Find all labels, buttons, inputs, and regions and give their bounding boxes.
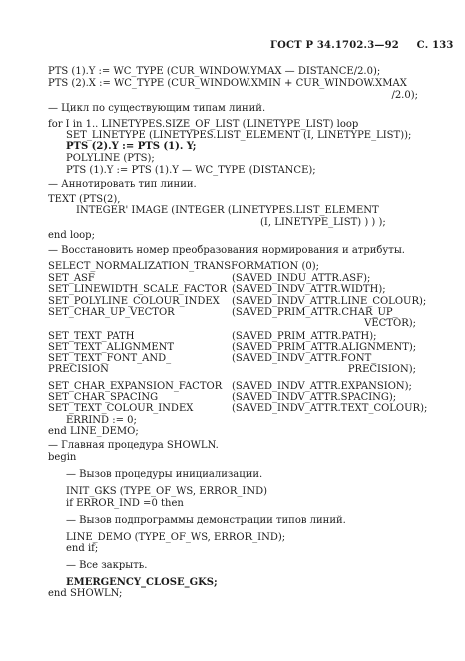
code-line: SET_TEXT_PATH bbox=[48, 331, 135, 342]
code-line: if ERROR_IND =0 then bbox=[66, 498, 184, 509]
comment-line: — Аннотировать тип линии. bbox=[48, 179, 197, 190]
code-line: (SAVED_INDU_ATTR.ASF); bbox=[232, 273, 371, 284]
code-line: (SAVED_PRIM_ATTR.ALIGNMENT); bbox=[232, 342, 417, 353]
code-line: SET_CHAR_EXPANSION_FACTOR bbox=[48, 381, 223, 392]
code-line: SET_TEXT_COLOUR_INDEX bbox=[48, 403, 194, 414]
code-line: SET_ASF bbox=[48, 273, 95, 284]
code-line: LINE_DEMO (TYPE_OF_WS, ERROR_IND); bbox=[66, 532, 286, 543]
code-line: POLYLINE (PTS); bbox=[66, 153, 155, 164]
code-line: TEXT (PTS(2), bbox=[48, 194, 121, 205]
page-header bbox=[270, 40, 454, 52]
code-line: SET_CHAR_UP_VECTOR bbox=[48, 307, 175, 318]
comment-line: — Вызов подпрограммы демонстрации типов линий. bbox=[66, 515, 346, 526]
code-line: PTS (1).Y := WC_TYPE (CUR_WINDOW.YMAX — DISTANCE/2.0); bbox=[48, 66, 381, 77]
code-line: (I, LINETYPE_LIST) ) ) ); bbox=[260, 217, 386, 228]
code-line: SET_LINETYPE (LINETYPES.LIST_ELEMENT (I, LINETYPE_LIST)); bbox=[66, 130, 412, 141]
code-line: for I in 1.. LINETYPES.SIZE_OF_LIST (LINETYPE_LIST) loop bbox=[48, 119, 359, 130]
code-line: (SAVED_INDV_ATTR.LINE_COLOUR); bbox=[232, 296, 427, 307]
code-line: PTS (2).Y := PTS (1). Y; bbox=[66, 141, 197, 152]
code-line: (SAVED_PRIM_ATTR.PATH); bbox=[232, 331, 377, 342]
comment-line: — Главная процедура SHOWLN. bbox=[48, 440, 219, 451]
code-line: SET_TEXT_FONT_AND_ bbox=[48, 353, 172, 364]
code-line: (SAVED_INDV_ATTR.WIDTH); bbox=[232, 284, 386, 295]
code-line: (SAVED_INDV_ATTR.EXPANSION); bbox=[232, 381, 412, 392]
code-line: PTS (2).X := WC_TYPE (CUR_WINDOW.XMIN + CUR_WINDOW.XMAX bbox=[48, 78, 407, 89]
code-line: end if; bbox=[66, 543, 99, 554]
comment-line: — Все закрыть. bbox=[66, 560, 148, 571]
standard-number: ГОСТ Р 34.1702.3—92 bbox=[270, 40, 399, 51]
comment-line: — Восстановить номер преобразования нормирования и атрибуты. bbox=[48, 245, 405, 256]
code-line: SELECT_NORMALIZATION_TRANSFORMATION (0); bbox=[48, 261, 320, 272]
code-line: /2.0); bbox=[391, 90, 418, 101]
code-line: SET_TEXT_ALIGNMENT bbox=[48, 342, 175, 353]
code-line: SET_CHAR_SPACING bbox=[48, 392, 159, 403]
code-line: end SHOWLN; bbox=[48, 588, 123, 599]
code-line: INIT_GKS (TYPE_OF_WS, ERROR_IND) bbox=[66, 486, 267, 497]
code-line: EMERGENCY_CLOSE_GKS; bbox=[66, 577, 218, 588]
code-line: PRECISION bbox=[48, 364, 109, 375]
code-line: VECTOR); bbox=[364, 318, 416, 329]
code-line: SET_POLYLINE_COLOUR_INDEX bbox=[48, 296, 220, 307]
page-number: С. 133 bbox=[416, 40, 454, 51]
code-line: end LINE_DEMO; bbox=[48, 426, 139, 437]
code-line: (SAVED_INDV_ATTR.SPACING); bbox=[232, 392, 397, 403]
code-line: PTS (1).Y := PTS (1).Y — WC_TYPE (DISTANCE); bbox=[66, 165, 316, 176]
code-line: PRECISION); bbox=[347, 364, 416, 375]
code-line: begin bbox=[48, 452, 77, 463]
code-line: INTEGER' IMAGE (INTEGER (LINETYPES.LIST_ELEMENT bbox=[76, 205, 379, 216]
code-line: ERRIND := 0; bbox=[66, 415, 137, 426]
comment-line: — Вызов процедуры инициализации. bbox=[66, 469, 263, 480]
code-line: (SAVED_PRIM_ATTR.CHAR_UP_ bbox=[232, 307, 398, 318]
comment-line: — Цикл по существующим типам линий. bbox=[48, 103, 266, 114]
code-line: end loop; bbox=[48, 230, 95, 241]
code-line: (SAVED_INDV_ATTR.TEXT_COLOUR); bbox=[232, 403, 428, 414]
code-line: SET_LINEWIDTH_SCALE_FACTOR bbox=[48, 284, 228, 295]
code-line: (SAVED_INDV_ATTR.FONT_ bbox=[232, 353, 377, 364]
